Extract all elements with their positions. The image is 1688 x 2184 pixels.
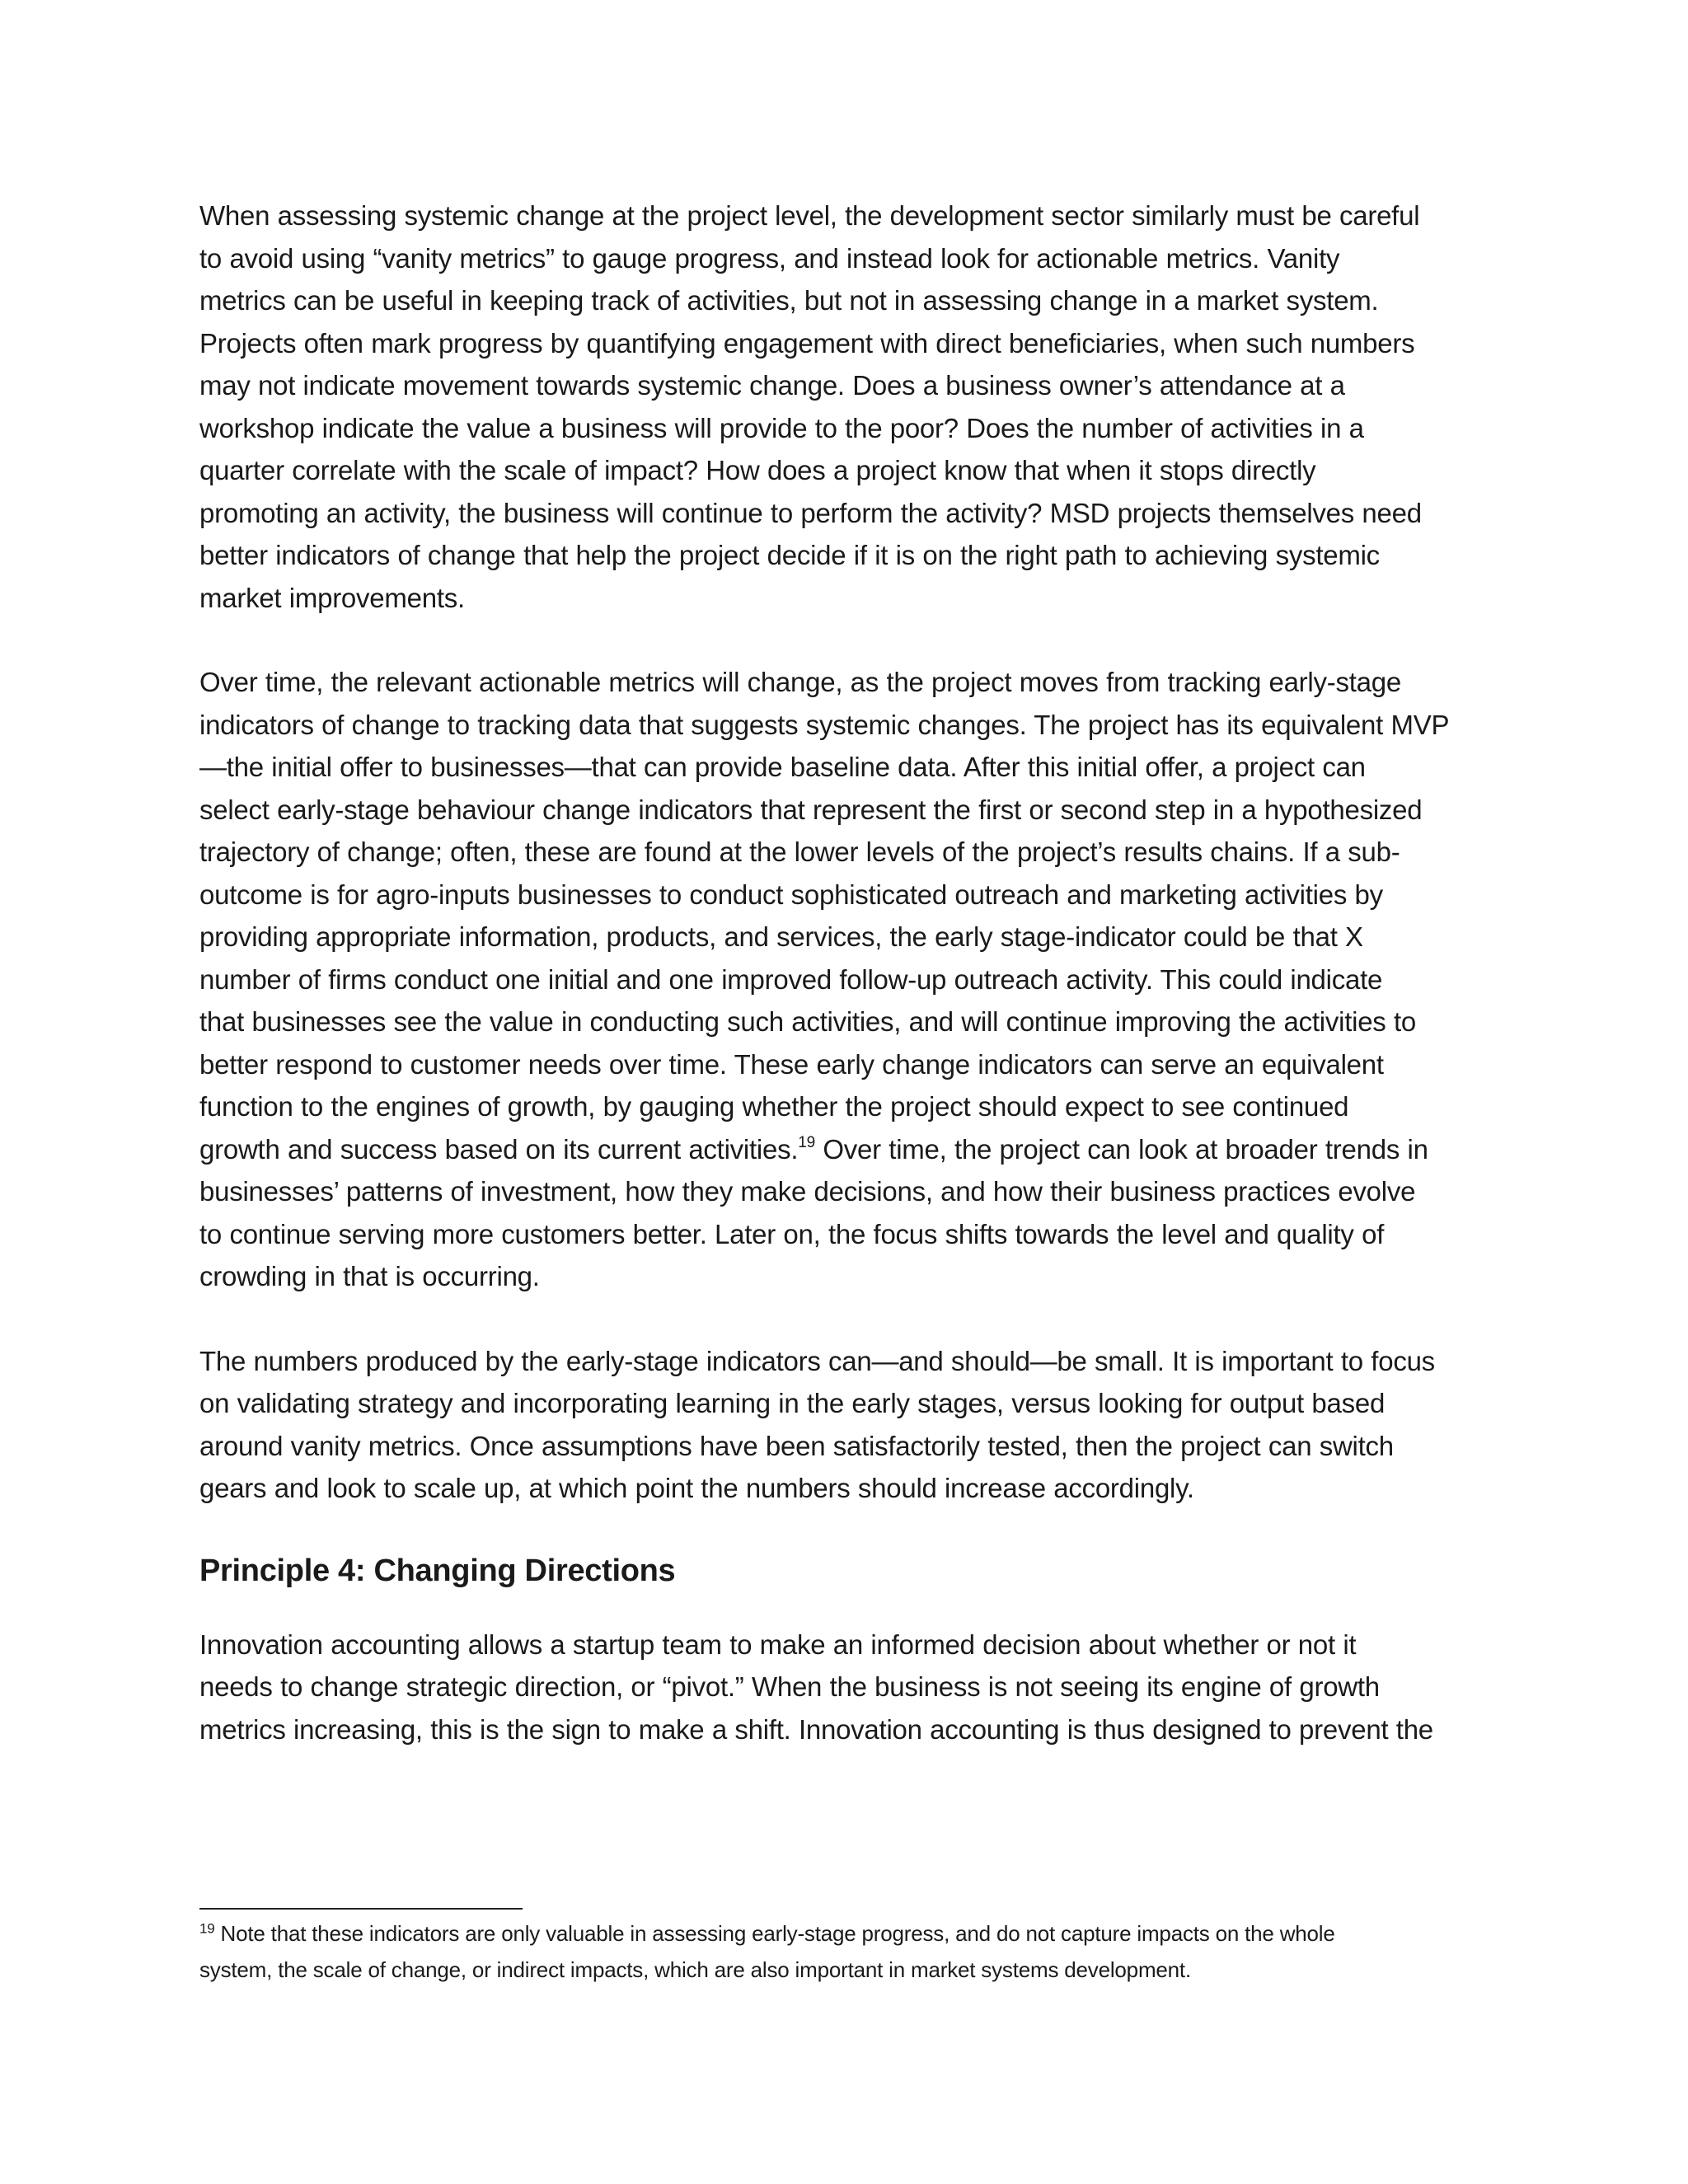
page-body bbox=[199, 194, 1493, 1750]
text-segment: growth and success based on its current activities. bbox=[199, 1133, 799, 1165]
text-line: Projects often mark progress by quantifying engagement with direct beneficiaries, when such numbers bbox=[199, 327, 1415, 359]
text-line: function to the engines of growth, by gauging whether the project should expect to see continued bbox=[199, 1091, 1349, 1122]
text-line: businesses’ patterns of investment, how they make decisions, and how their business practices evolve bbox=[199, 1176, 1416, 1207]
paragraph-innovation-accounting bbox=[199, 1624, 1493, 1751]
text-line: The numbers produced by the early-stage indicators can—and should—be small. It is important to focus bbox=[199, 1345, 1435, 1376]
text-line: Over time, the relevant actionable metrics will change, as the project moves from tracking early-stage bbox=[199, 667, 1401, 697]
text-line: market improvements. bbox=[199, 582, 465, 613]
footnote-separator bbox=[199, 1908, 523, 1910]
text-segment: Over time, the project can look at broader trends in bbox=[814, 1133, 1428, 1165]
footnote-line: system, the scale of change, or indirect impacts, which are also important in market systems development. bbox=[199, 1957, 1191, 1982]
text-line: indicators of change to tracking data that suggests systemic changes. The project has its equivalent MVP bbox=[199, 709, 1450, 740]
text-line: better indicators of change that help the project decide if it is on the right path to achieving systemic bbox=[199, 540, 1380, 570]
section-heading: Principle 4: Changing Directions bbox=[199, 1553, 676, 1588]
text-line: around vanity metrics. Once assumptions have been satisfactorily tested, then the project can switch bbox=[199, 1430, 1394, 1461]
text-line: select early-stage behaviour change indicators that represent the first or second step in a hypothesized bbox=[199, 794, 1423, 825]
text-line: Innovation accounting allows a startup team to make an informed decision about whether or not it bbox=[199, 1629, 1357, 1660]
paragraph-actionable-metrics bbox=[199, 661, 1493, 1298]
text-line: may not indicate movement towards systemic change. Does a business owner’s attendance at a bbox=[199, 370, 1345, 401]
text-line: —the initial offer to businesses—that can provide baseline data. After this initial offer, a project can bbox=[199, 752, 1366, 782]
text-line: number of firms conduct one initial and one improved follow-up outreach activity. This could indicate bbox=[199, 963, 1383, 995]
text-line: better respond to customer needs over time. These early change indicators can serve an equivalent bbox=[199, 1048, 1384, 1080]
text-line: that businesses see the value in conducting such activities, and will continue improving the activities to bbox=[199, 1006, 1416, 1037]
text-line: metrics can be useful in keeping track of activities, but not in assessing change in a market system. bbox=[199, 285, 1379, 316]
footnote bbox=[199, 1915, 1493, 1988]
text-line: When assessing systemic change at the project level, the development sector similarly must be careful bbox=[199, 200, 1420, 231]
paragraph-vanity-metrics bbox=[199, 194, 1493, 619]
footnote-reference[interactable]: 19 bbox=[798, 1133, 815, 1151]
text-line-with-footnote-ref bbox=[199, 1128, 1493, 1171]
text-line: quarter correlate with the scale of impact? How does a project know that when it stops directly bbox=[199, 455, 1316, 485]
text-line: providing appropriate information, products, and services, the early stage-indicator could be that X bbox=[199, 921, 1363, 952]
text-segment: Note that these indicators are only valuable in assessing early-stage progress, and do not capture impacts on the whole bbox=[214, 1921, 1335, 1946]
text-line: gears and look to scale up, at which point the numbers should increase accordingly. bbox=[199, 1473, 1194, 1503]
text-line: crowding in that is occurring. bbox=[199, 1261, 540, 1291]
text-line: needs to change strategic direction, or “pivot.” When the business is not seeing its engine of growth bbox=[199, 1671, 1380, 1702]
text-line: workshop indicate the value a business will provide to the poor? Does the number of activities in a bbox=[199, 412, 1364, 443]
footnote-number: 19 bbox=[199, 1920, 215, 1937]
footnote-line bbox=[199, 1915, 1493, 1952]
text-line: on validating strategy and incorporating learning in the early stages, versus looking for output based bbox=[199, 1388, 1386, 1418]
text-line: trajectory of change; often, these are found at the lower levels of the project’s results chains. If a sub- bbox=[199, 837, 1400, 867]
text-line: outcome is for agro-inputs businesses to conduct sophisticated outreach and marketing activities by bbox=[199, 879, 1383, 910]
text-line: to continue serving more customers better. Later on, the focus shifts towards the level and quality of bbox=[199, 1218, 1385, 1249]
paragraph-early-stage-numbers bbox=[199, 1340, 1493, 1510]
text-line: promoting an activity, the business will continue to perform the activity? MSD projects themselves need bbox=[199, 497, 1422, 528]
text-line: to avoid using “vanity metrics” to gauge progress, and instead look for actionable metrics. Vanity bbox=[199, 242, 1340, 274]
text-line: metrics increasing, this is the sign to make a shift. Innovation accounting is thus designed to prevent the bbox=[199, 1713, 1433, 1745]
